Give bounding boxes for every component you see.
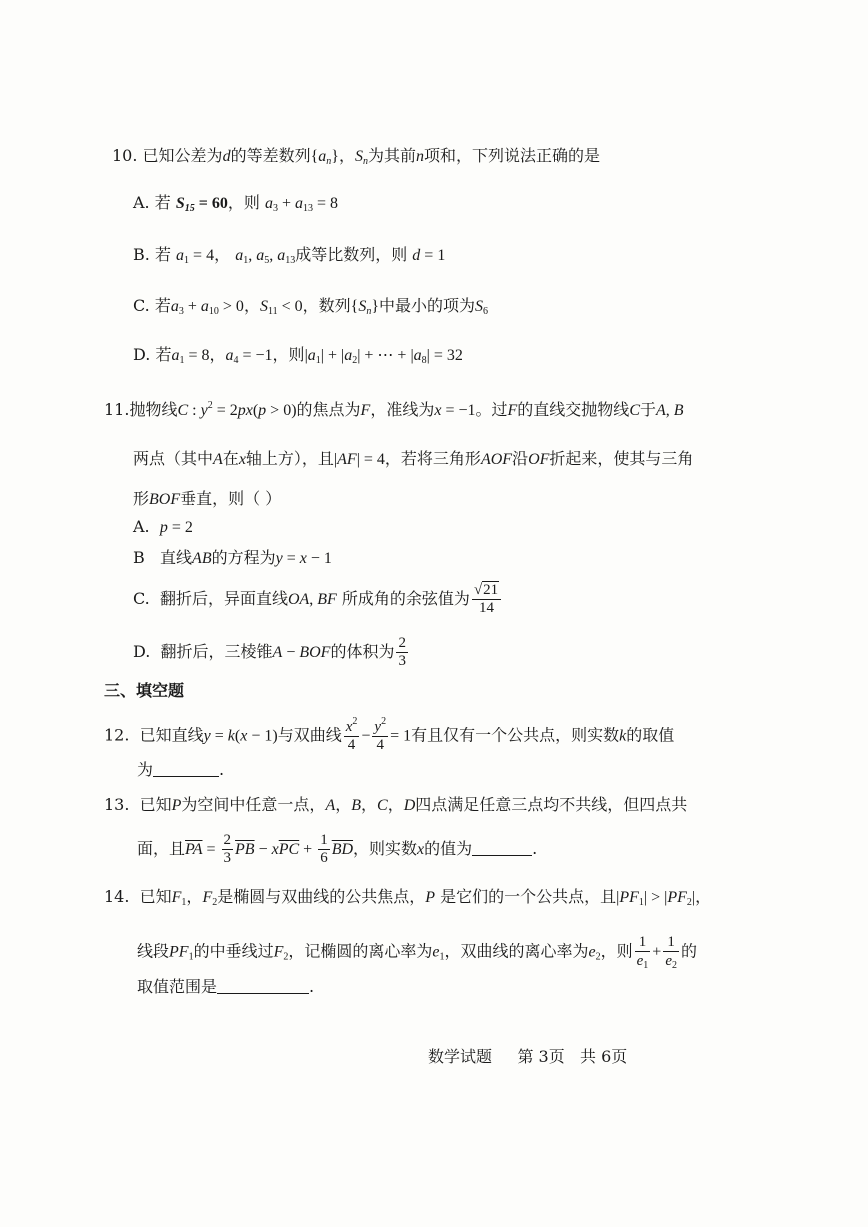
q10-stem: 10. 已知公差为d的等差数列$\{a_n\}$，$S_n$为其前n项和，下列说法正确的是: [112, 146, 600, 167]
option-label: A.: [133, 193, 150, 212]
option-label: A.: [133, 517, 150, 536]
q10-option-c: C. 若$a_3 + a_{10} > 0$，$S_{11} < 0$，数列$\{S_n\}$中最小的项为$S_6$: [133, 296, 489, 317]
fraction-1-over-e2: $\frac{1}{e_2}$: [665, 934, 677, 971]
q11-number: 11.: [104, 400, 130, 419]
q11-option-d: D. 翻折后，三棱锥A − BOF的体积为 $\frac{2}{3}$: [133, 635, 406, 669]
q13-line-1: 13. 已知P为空间中任意一点，A，B，C，D四点满足任意三点均不共线，但四点共: [104, 795, 688, 814]
q12-line-1: 12. 已知直线y = k(x − 1)与双曲线 $\frac{x^2}{4}$ − $\frac{y^2}{4}$ = 1有且仅有一个公共点，则实数k的取值: [104, 716, 675, 753]
q14-number: 14.: [104, 887, 130, 906]
q11-line-2: 两点（其中A在x轴上方），且|AF| = 4，若将三角形AOF沿OF折起来，使其与三角: [133, 449, 694, 468]
q10-option-d: D. 若$a_1 = 8$，$a_4 = -1$，则$|a_1| + |a_2|$ + ⋯ + $|a_8| = 32$: [133, 345, 463, 366]
option-label: D.: [133, 642, 151, 661]
q11-line-3: 形BOF垂直，则（ ）: [133, 489, 282, 508]
fraction-y2-over-4: $\frac{y^2}{4}$: [374, 716, 387, 753]
q11-option-a: A. p = 2: [133, 517, 193, 536]
answer-blank[interactable]: [153, 760, 219, 777]
option-label: D.: [133, 345, 151, 364]
answer-blank[interactable]: [472, 839, 532, 856]
q11-option-b: B 直线AB的方程为y = x − 1: [133, 548, 332, 567]
q10-option-b: B. 若 $a_1 = 4$， $a_1$, $a_5$, $a_{13}$成等比数列，则 d = 1: [133, 245, 446, 266]
page-footer: [428, 1045, 627, 1069]
option-label: B: [133, 548, 145, 567]
option-label: C.: [133, 296, 150, 315]
q13-line-2: 面，且$\overline{PA}$ = $\frac{2}{3}$ $\overline{PB} - x\overline{PC}$ + $\frac{1}{6}$ $\overline{BD}$，则实数x的值为 .: [137, 832, 538, 866]
option-label: C.: [133, 589, 150, 608]
q13-number: 13.: [104, 795, 130, 814]
q14-line-1: 14. 已知$F_1$，$F_2$是椭圆与双曲线的公共焦点，P 是它们的一个公共点，且$|PF_1| > |PF_2|$，: [104, 887, 712, 908]
fraction-x2-over-4: $\frac{x^2}{4}$: [345, 716, 358, 753]
q14-line-2: 线段$PF_1$的中垂线过$F_2$，记椭圆的离心率为$e_1$，双曲线的离心率为$e_2$，则 $\frac{1}{e_1}$ + $\frac{1}{e_2}$ 的: [137, 934, 698, 971]
q14-line-3: 取值范围是 .: [137, 977, 315, 996]
option-label: B.: [133, 245, 150, 264]
q10-option-a: A. 若 $S_{15} = 60$，则 $a_3 + a_{13} = 8$: [133, 193, 339, 214]
fraction-two-thirds: $\frac{2}{3}$: [223, 832, 232, 866]
fraction-one-sixth: $\frac{1}{6}$: [320, 832, 328, 866]
fraction-two-thirds: $\frac{2}{3}$: [398, 635, 406, 669]
answer-blank[interactable]: [217, 977, 309, 994]
fraction-1-over-e1: $\frac{1}{e_1}$: [636, 934, 649, 971]
footer-page-number: 第 3页: [517, 1047, 565, 1066]
q10-number: 10.: [112, 146, 138, 165]
q11-option-c: C. 翻折后，异面直线OA, BF 所成角的余弦值为 $\frac{√21}{14}$: [133, 582, 503, 617]
footer-total-pages: 共 6页: [580, 1047, 628, 1066]
q12-number: 12.: [104, 725, 130, 745]
footer-subject: 数学试题: [428, 1047, 493, 1066]
q12-line-2: 为 .: [137, 760, 225, 779]
section-heading-fill-in: 三、填空题: [104, 681, 185, 700]
q11-line-1: 11.抛物线C : $y^2 = 2px(p > 0)$的焦点为F，准线为x = −1。过F的直线交抛物线C于A, B: [104, 400, 684, 419]
fraction-sqrt21-over-14: $\frac{√21}{14}$: [472, 582, 501, 617]
